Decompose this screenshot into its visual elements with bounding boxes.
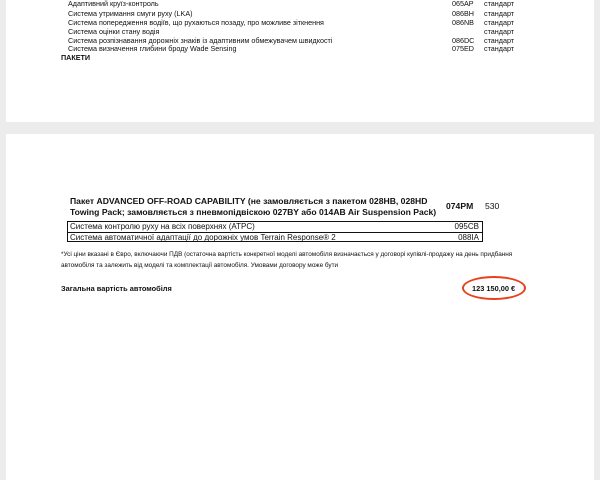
equipment-code: 086NB bbox=[452, 18, 474, 27]
package-item-name: Система контролю руху на всіх поверхнях (ATPC) bbox=[70, 222, 255, 231]
package-item-code: 095CB bbox=[454, 222, 479, 231]
equipment-status: стандарт bbox=[484, 18, 515, 27]
total-price-label: Загальна вартість автомобіля bbox=[61, 284, 172, 293]
document-page-2 bbox=[6, 134, 594, 480]
equipment-name: Система оцінки стану водія bbox=[68, 27, 160, 36]
package-item-row bbox=[68, 232, 482, 243]
package-item-code: 088IA bbox=[458, 233, 479, 242]
price-footnote: *Усі ціни вказані в Євро, включаючи ПДВ (остаточна вартість конкретної моделі автомобіля визначається у договорі купівлі-продажу на день придбання автомобіля та залежить від моделі та комплектації автомобіля. Умовами договору може бути bbox=[61, 251, 513, 269]
total-price-value: 123 150,00 € bbox=[472, 284, 516, 293]
equipment-name: Система розпізнавання дорожніх знаків із адаптивним обмежувачем швидкості bbox=[68, 36, 333, 45]
equipment-code: 065AP bbox=[452, 0, 474, 8]
package-item-name: Система автоматичної адаптації до дорожніх умов Terrain Response® 2 bbox=[70, 233, 336, 242]
equipment-code: 086BH bbox=[452, 9, 474, 18]
package-code: 074PM bbox=[446, 201, 474, 211]
equipment-status: стандарт bbox=[484, 9, 515, 18]
equipment-status: стандарт bbox=[484, 36, 515, 45]
equipment-status: стандарт bbox=[484, 44, 515, 53]
equipment-code: 075ED bbox=[452, 44, 474, 53]
equipment-name: Система визначення глибини броду Wade Sensing bbox=[68, 44, 237, 53]
package-items-table bbox=[67, 221, 483, 242]
highlight-circle bbox=[462, 276, 526, 300]
equipment-status: стандарт bbox=[484, 0, 515, 8]
document-page-1 bbox=[6, 0, 594, 122]
package-price: 530 bbox=[485, 201, 500, 211]
section-title-packages: ПАКЕТИ bbox=[61, 53, 91, 62]
equipment-name: Адаптивний круїз-контроль bbox=[68, 0, 159, 8]
equipment-code: 086DC bbox=[452, 36, 475, 45]
equipment-status: стандарт bbox=[484, 27, 515, 36]
package-item-row bbox=[68, 222, 482, 232]
package-title: Пакет ADVANCED OFF-ROAD CAPABILITY (не замовляється з пакетом 028HB, 028HD Towing Pack; замовляється з пневмопідвіскою 027BY або 014AB Air Suspension Pack) bbox=[70, 196, 437, 217]
equipment-name: Система утримання смуги руху (LKA) bbox=[68, 9, 193, 18]
equipment-name: Система попередження водіїв, що рухаються позаду, про можливе зіткнення bbox=[68, 18, 324, 27]
